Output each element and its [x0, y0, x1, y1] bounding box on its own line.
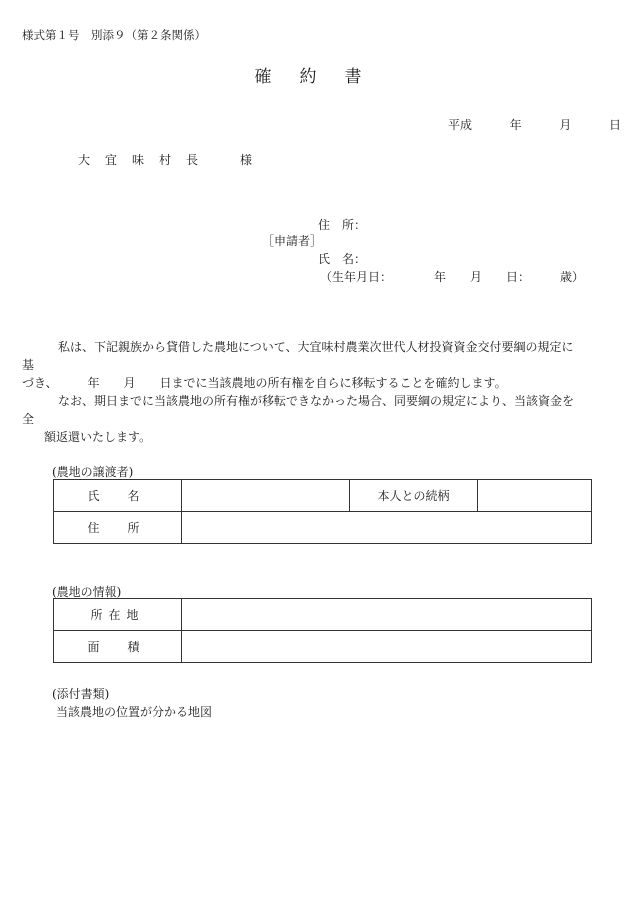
- pledge-paragraph-2-line-1: なお、期日までに当該農地の所有権が移転できなかった場合、同要綱の規定により、当該資金を全: [22, 394, 575, 426]
- date-month: 月: [559, 118, 572, 132]
- transferor-address-label: 住 所: [54, 512, 182, 544]
- transferor-name-label: 氏 名: [54, 480, 182, 512]
- transferor-section-label: (農地の譲渡者): [52, 465, 134, 479]
- date-era: 平成: [448, 118, 473, 132]
- table-row: [54, 599, 592, 631]
- pledge-body: [22, 338, 582, 446]
- table-row: [54, 512, 592, 544]
- transferor-relation-label: 本人との続柄: [350, 480, 478, 512]
- farmland-location-field[interactable]: [182, 599, 592, 631]
- date-day: 日: [609, 118, 622, 132]
- addressee: 大宜味村長 様: [78, 153, 268, 167]
- transferor-table: [53, 479, 592, 544]
- farmland-section-label: (農地の情報): [52, 585, 122, 599]
- applicant-name-label: 氏 名：: [318, 252, 367, 266]
- form-number: 様式第１号 別添９（第２条関係）: [22, 28, 206, 42]
- pledge-paragraph-1-line-2: づき、 年 月 日までに当該農地の所有権を自らに移転することを確約します。: [22, 376, 507, 390]
- pledge-paragraph-2-line-2: 額返還いたします。: [44, 430, 152, 444]
- attachments-section-label: (添付書類): [52, 687, 110, 701]
- pledge-paragraph-1-line-1: 私は、下記親族から貸借した農地について、大宜味村農業次世代人材投資資金交付要綱の規定に基: [22, 340, 574, 372]
- transferor-relation-field[interactable]: [478, 480, 592, 512]
- document-title: 確約書: [254, 67, 390, 87]
- farmland-location-label: 所在地: [54, 599, 182, 631]
- date-line: [448, 116, 621, 133]
- farmland-area-field[interactable]: [182, 631, 592, 663]
- transferor-name-field[interactable]: [182, 480, 350, 512]
- farmland-area-label: 面 積: [54, 631, 182, 663]
- farmland-table: [53, 598, 592, 663]
- attachment-item: 当該農地の位置が分かる地図: [56, 705, 213, 719]
- table-row: [54, 631, 592, 663]
- date-year: 年: [509, 118, 522, 132]
- table-row: [54, 480, 592, 512]
- applicant-birth-label: （生年月日： 年 月 日： 歳）: [320, 270, 585, 284]
- applicant-label: ［申請者］: [262, 234, 323, 248]
- transferor-address-field[interactable]: [182, 512, 592, 544]
- applicant-address-label: 住 所：: [318, 218, 367, 232]
